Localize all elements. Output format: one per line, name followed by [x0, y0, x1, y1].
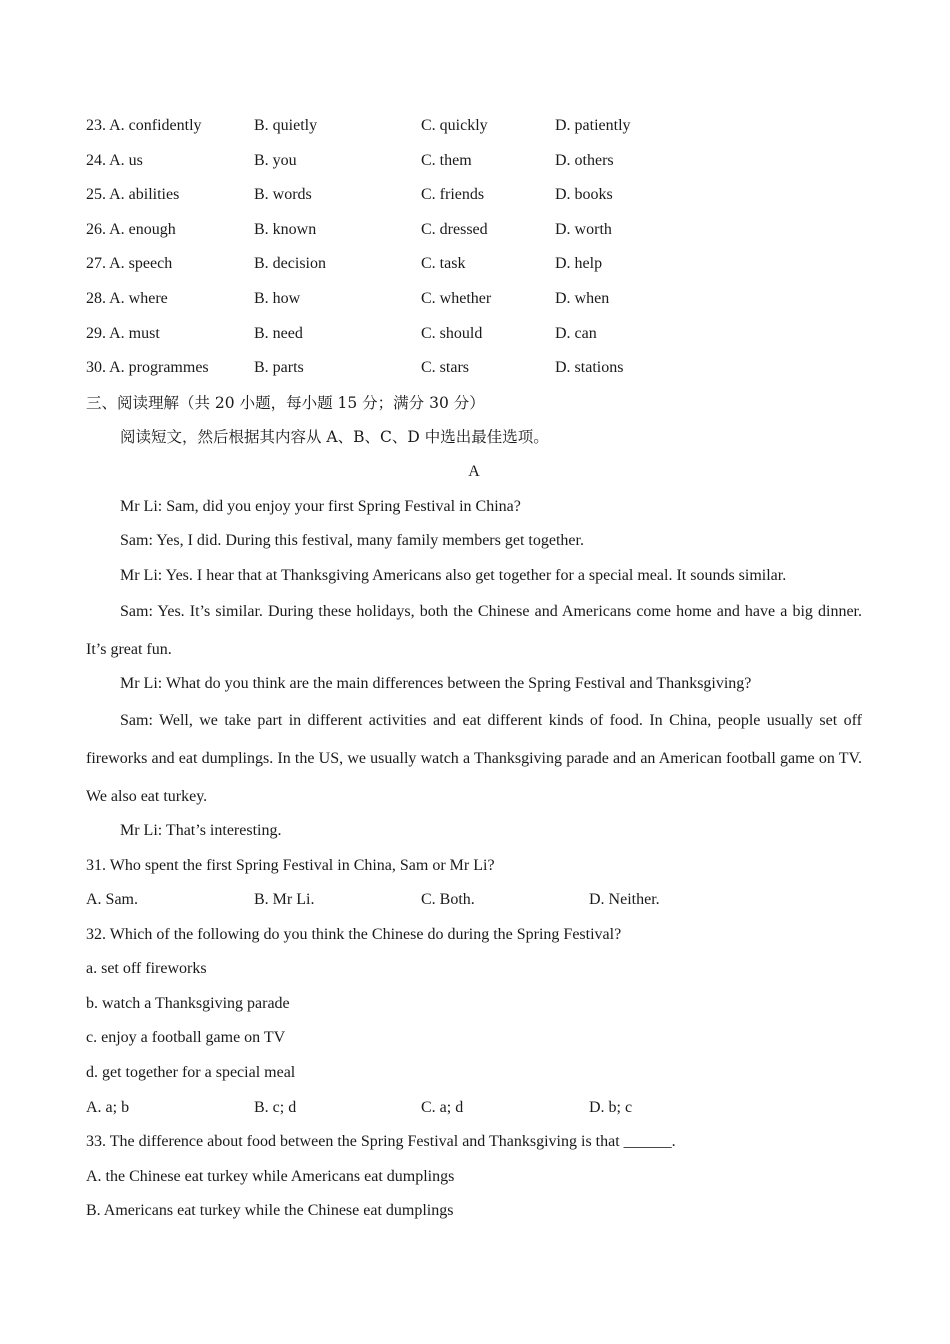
- option-b: B. you: [254, 151, 297, 169]
- question-31-options: [86, 886, 862, 921]
- option-c: C. friends: [421, 186, 485, 204]
- option-b: B. words: [254, 186, 312, 204]
- passage-label: A: [468, 462, 480, 480]
- question-32-item: c. enjoy a football game on TV: [86, 1029, 286, 1047]
- option-d: D. when: [555, 289, 610, 307]
- option-a: 23. A. confidently: [86, 117, 202, 134]
- section-heading: 三、阅读理解（共 20 小题，每小题 15 分；满分 30 分）: [86, 393, 485, 412]
- option-row-27: [86, 250, 862, 285]
- option-c: C. dressed: [421, 220, 488, 238]
- option-c: C. should: [421, 324, 483, 342]
- option-b: B. parts: [254, 359, 304, 377]
- answer-option-c: C. Both.: [421, 891, 475, 909]
- option-c: C. stars: [421, 359, 469, 377]
- section-instruction: 阅读短文，然后根据其内容从 A、B、C、D 中选出最佳选项。: [120, 428, 549, 447]
- option-a: 24. A. us: [86, 151, 143, 169]
- option-row-25: [86, 181, 862, 216]
- option-row-30: [86, 354, 862, 389]
- dialogue-line: Sam: Yes, I did. During this festival, many family members get together.: [120, 532, 584, 550]
- question-32-options: [86, 1094, 862, 1129]
- option-d: D. patiently: [555, 117, 631, 134]
- option-row-26: [86, 216, 862, 251]
- option-a: 27. A. speech: [86, 255, 173, 273]
- exam-page: [86, 112, 862, 1232]
- option-a: 28. A. where: [86, 289, 168, 307]
- option-c: C. task: [421, 255, 466, 273]
- option-d: D. books: [555, 186, 613, 204]
- answer-option-c: C. a; d: [421, 1098, 464, 1116]
- answer-option-d: D. b; c: [589, 1098, 633, 1116]
- option-d: D. stations: [555, 359, 624, 377]
- option-c: C. whether: [421, 289, 492, 307]
- answer-option-a: A. Sam.: [86, 891, 138, 909]
- answer-option-b: B. Mr Li.: [254, 891, 315, 909]
- question-33: 33. The difference about food between the Spring Festival and Thanksgiving is that ______.: [86, 1133, 676, 1151]
- option-row-29: [86, 320, 862, 355]
- option-d: D. can: [555, 324, 597, 342]
- option-d: D. help: [555, 255, 603, 273]
- option-d: D. others: [555, 151, 614, 169]
- dialogue-line: Sam: Yes. It’s similar. During these holidays, both the Chinese and Americans come home and have a big dinner. It’s great fun.: [86, 603, 862, 659]
- option-a: 26. A. enough: [86, 220, 176, 238]
- answer-option-a: A. a; b: [86, 1098, 130, 1116]
- option-d: D. worth: [555, 220, 612, 238]
- option-row-28: [86, 285, 862, 320]
- answer-option-b: B. Americans eat turkey while the Chinese eat dumplings: [86, 1202, 454, 1220]
- question-32-item: b. watch a Thanksgiving parade: [86, 994, 290, 1012]
- question-31: 31. Who spent the first Spring Festival in China, Sam or Mr Li?: [86, 856, 495, 874]
- option-b: B. how: [254, 289, 301, 307]
- option-c: C. quickly: [421, 117, 488, 134]
- dialogue-line: Mr Li: What do you think are the main differences between the Spring Festival and Thanksgiving?: [120, 675, 752, 693]
- question-32-item: a. set off fireworks: [86, 960, 207, 978]
- option-row-23: [86, 112, 862, 147]
- option-a: 29. A. must: [86, 324, 160, 342]
- dialogue-line: Mr Li: Yes. I hear that at Thanksgiving Americans also get together for a special meal. It sounds similar.: [120, 566, 787, 584]
- option-a: 25. A. abilities: [86, 186, 180, 204]
- option-b: B. known: [254, 220, 317, 238]
- dialogue-line: Mr Li: Sam, did you enjoy your first Spring Festival in China?: [120, 497, 521, 515]
- question-32: 32. Which of the following do you think the Chinese do during the Spring Festival?: [86, 925, 622, 943]
- answer-option-b: B. c; d: [254, 1098, 297, 1116]
- question-32-item: d. get together for a special meal: [86, 1064, 296, 1082]
- dialogue-line: Mr Li: That’s interesting.: [120, 821, 282, 839]
- option-a: 30. A. programmes: [86, 359, 209, 377]
- option-b: B. decision: [254, 255, 326, 273]
- dialogue-line: Sam: Well, we take part in different activities and eat different kinds of food. In China, people usually set off fireworks and eat dumplings. In the US, we usually watch a Thanksgiving parade and an American football game on TV. We also eat turkey.: [86, 711, 862, 805]
- option-row-24: [86, 147, 862, 182]
- answer-option-d: D. Neither.: [589, 891, 660, 909]
- option-b: B. need: [254, 324, 303, 342]
- answer-option-a: A. the Chinese eat turkey while Americans eat dumplings: [86, 1167, 455, 1185]
- option-c: C. them: [421, 151, 472, 169]
- option-b: B. quietly: [254, 117, 318, 134]
